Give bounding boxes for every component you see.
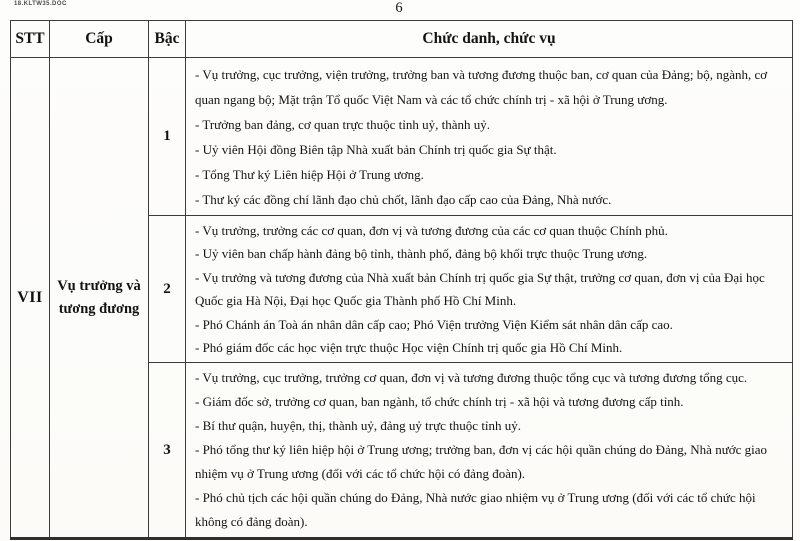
position-item: - Uỷ viên Hội đồng Biên tập Nhà xuất bản Chính trị quốc gia Sự thật. xyxy=(195,141,557,157)
rank-position-table xyxy=(10,20,793,540)
position-item: - Vụ trưởng, cục trưởng, trưởng cơ quan, đơn vị và tương đương thuộc tổng cục và tương đương tổng cục. xyxy=(195,370,748,386)
position-item: - Uỷ viên ban chấp hành đảng bộ tỉnh, thành phố, đảng bộ khối trực thuộc Trung ương. xyxy=(195,246,648,262)
table-row-grade-1 xyxy=(11,58,793,216)
doc-filename-label: 18.KLTW35.DOC xyxy=(14,1,67,7)
position-item: - Phó giám đốc các học viện trực thuộc Học viện Chính trị quốc gia Hồ Chí Minh. xyxy=(195,340,623,356)
header-cell-bac: Bậc xyxy=(149,21,186,58)
header-cell-cap: Cấp xyxy=(50,21,149,58)
grade-number-3: 3 xyxy=(149,363,186,539)
table-header-row xyxy=(11,21,793,58)
position-item: - Thư ký các đồng chí lãnh đạo chủ chốt, lãnh đạo cấp cao của Đảng, Nhà nước. xyxy=(195,191,612,207)
position-item: - Vụ trưởng, cục trưởng, viện trưởng, trưởng ban và tương đương thuộc ban, cơ quan của Đảng; bộ, ngành, cơ quan ngang bộ; Mặt trận Tổ quốc Việt Nam và các tổ chức chính trị - xã hội ở Trung ương. xyxy=(195,66,768,107)
group-number-cell: VII xyxy=(11,58,50,539)
page-number: 6 xyxy=(395,0,403,16)
header-cell-stt: STT xyxy=(11,21,50,58)
position-item: - Vụ trưởng, trưởng các cơ quan, đơn vị và tương đương của các cơ quan thuộc Chính phủ. xyxy=(195,223,668,238)
position-item: - Phó tổng thư ký liên hiệp hội ở Trung ương; trưởng ban, đơn vị các hội quần chúng do Đảng, Nhà nước giao nhiệm vụ ở Trung ương (đối với các tổ chức hội có đảng đoàn). xyxy=(195,442,768,482)
position-item: - Bí thư quận, huyện, thị, thành uỷ, đảng uỷ trực thuộc tỉnh uỷ. xyxy=(195,418,522,434)
position-item: - Vụ trưởng và tương đương của Nhà xuất bản Chính trị quốc gia Sự thật, trưởng cơ quan, đơn vị của Đại học Quốc gia Hà Nội, Đại học Quốc gia Thành phố Hồ Chí Minh. xyxy=(195,269,765,309)
grade-3-positions-cell xyxy=(186,363,793,539)
position-item: - Phó chủ tịch các hội quần chúng do Đảng, Nhà nước giao nhiệm vụ ở Trung ương (đối với các tổ chức hội không có đảng đoàn). xyxy=(195,490,756,530)
grade-2-positions-cell xyxy=(186,216,793,363)
position-item: - Tổng Thư ký Liên hiệp Hội ở Trung ương. xyxy=(195,166,424,182)
grade-1-positions-cell xyxy=(186,58,793,216)
grade-number-2: 2 xyxy=(149,216,186,363)
position-item: - Phó Chánh án Toà án nhân dân cấp cao; Phó Viện trưởng Viện Kiểm sát nhân dân cấp cao. xyxy=(195,316,673,332)
position-item: - Trưởng ban đảng, cơ quan trực thuộc tỉnh uỷ, thành uỷ. xyxy=(195,116,491,132)
grade-number-1: 1 xyxy=(149,58,186,216)
group-title-cell: Vụ trưởng và tương đương xyxy=(50,58,149,539)
header-cell-chuc-danh: Chức danh, chức vụ xyxy=(186,21,793,58)
position-item: - Giám đốc sở, trưởng cơ quan, ban ngành, tổ chức chính trị - xã hội và tương đương cấp tỉnh. xyxy=(195,394,684,410)
